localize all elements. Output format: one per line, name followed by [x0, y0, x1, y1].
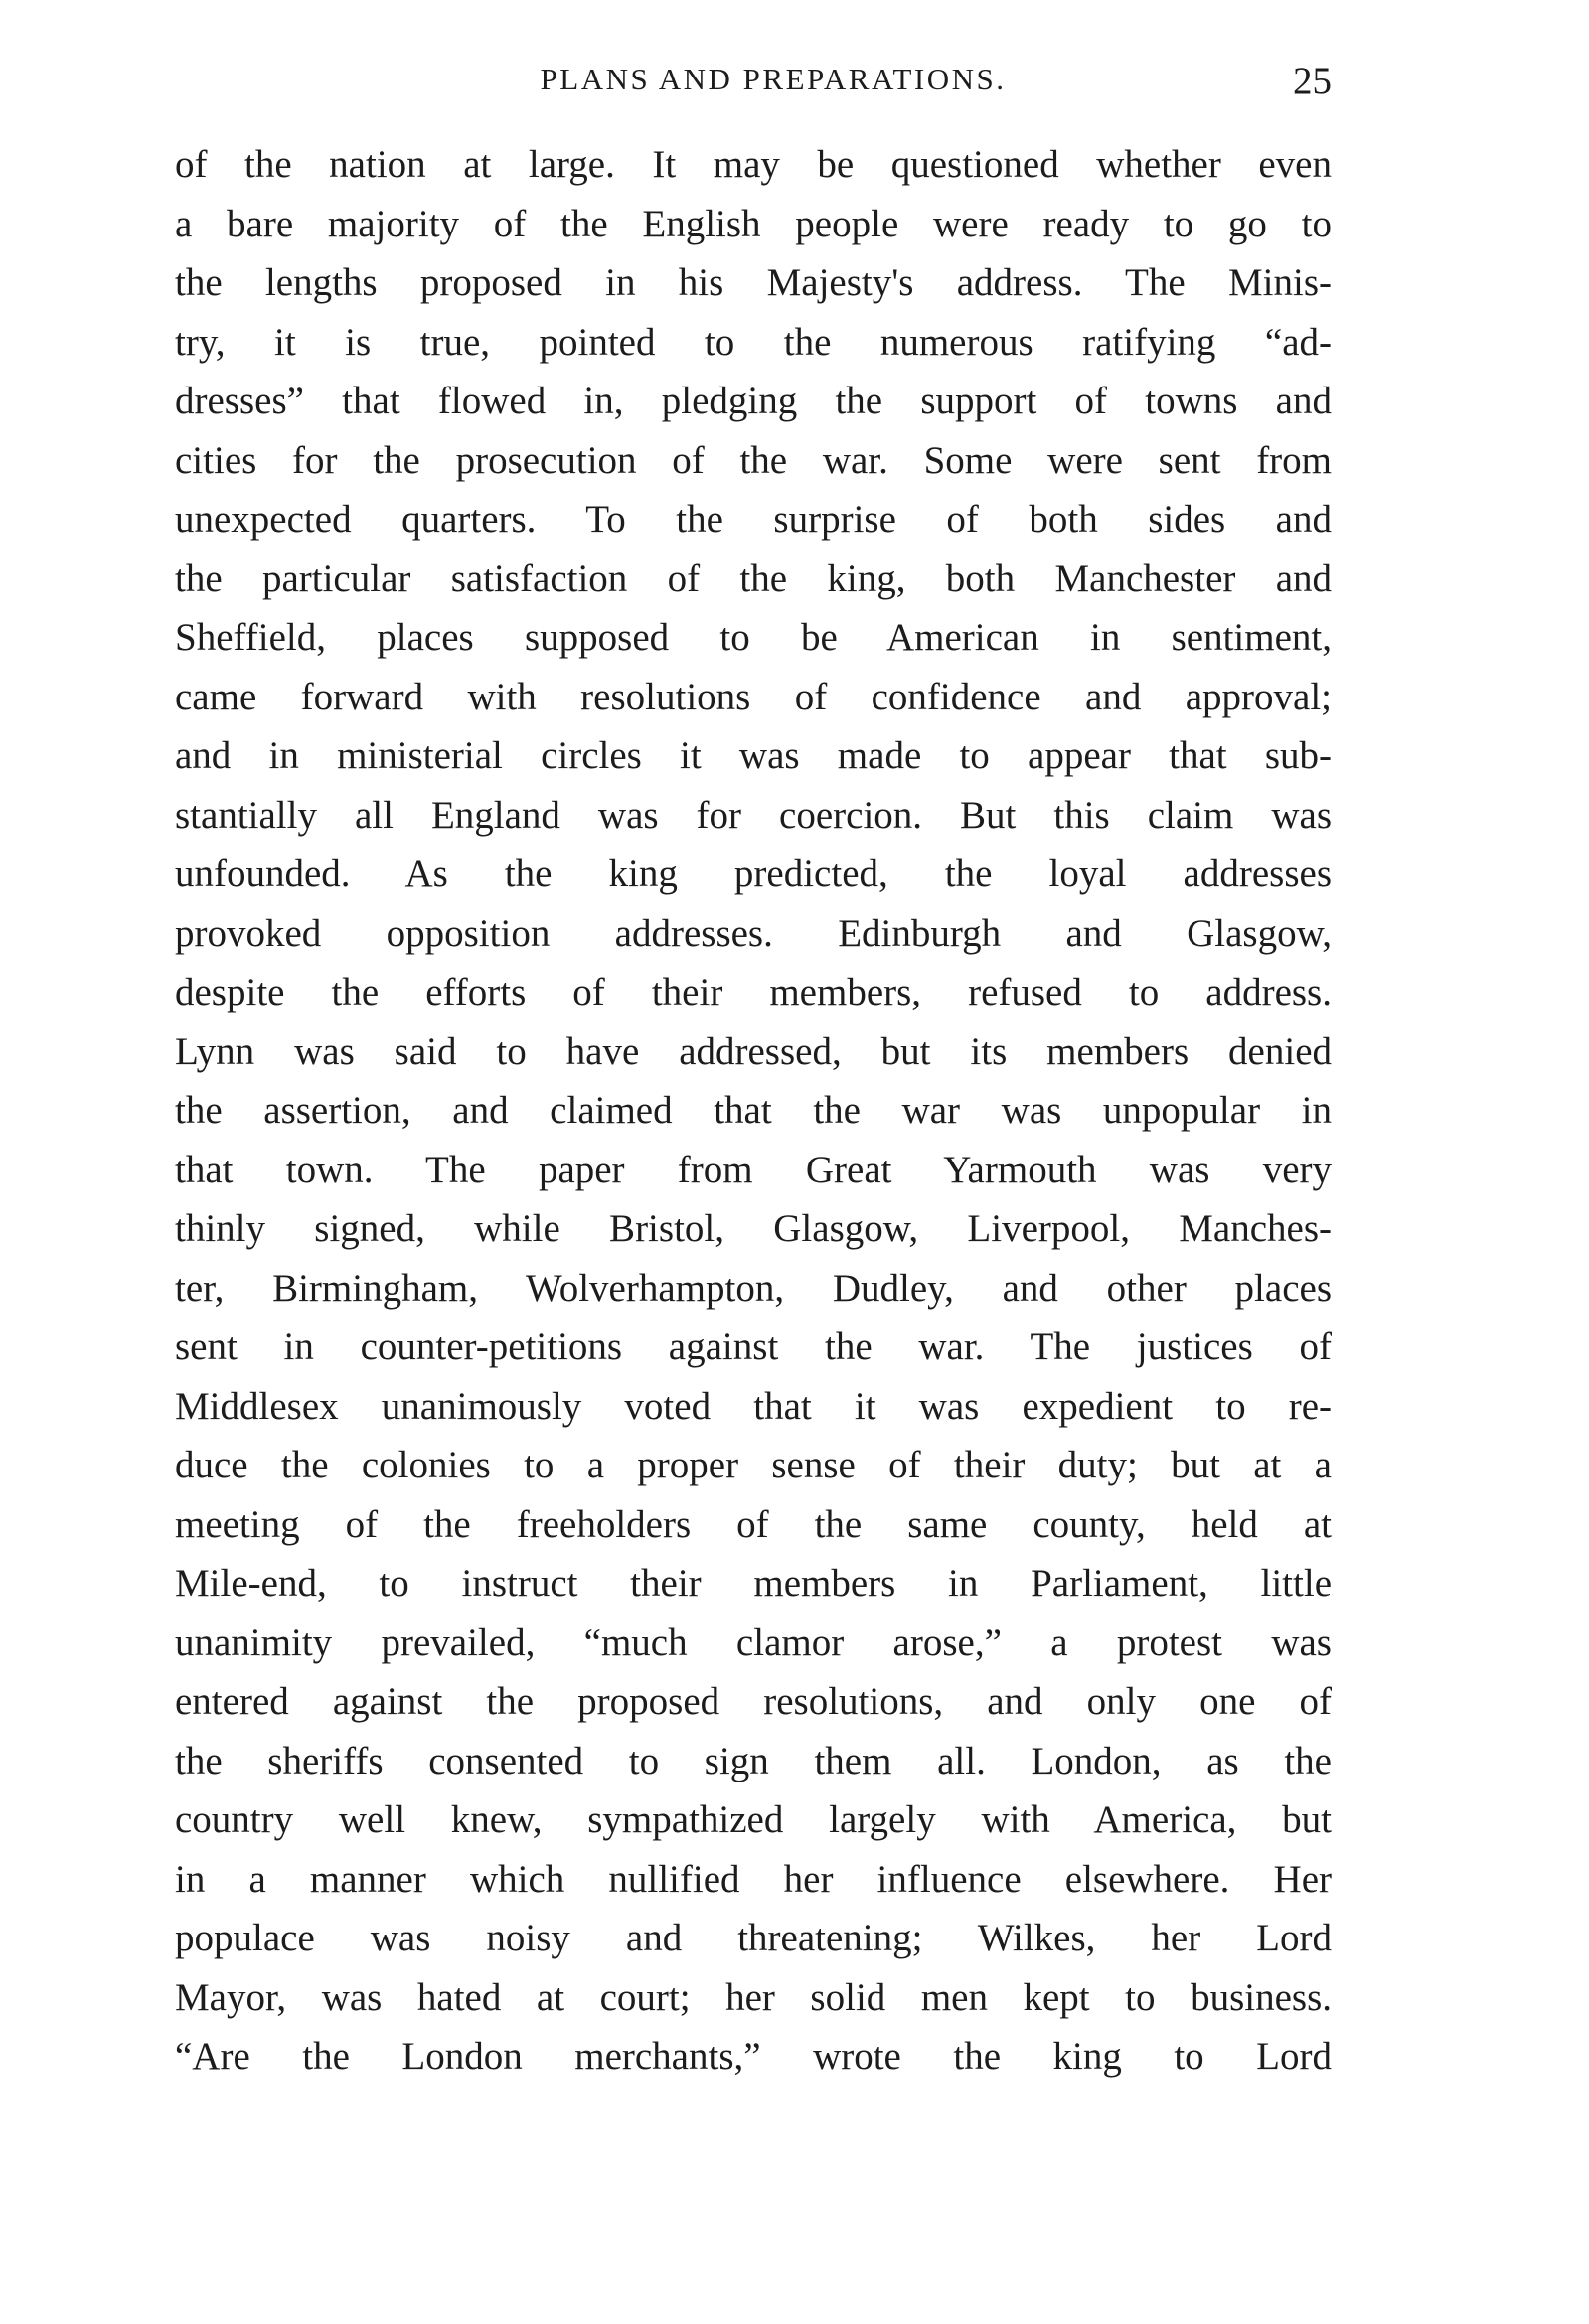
running-title: PLANS AND PREPARATIONS.	[540, 62, 1007, 96]
text-line: country well knew, sympathized largely with America, but	[175, 1798, 1332, 1841]
text-line: sent in counter-petitions against the war. The justices of	[175, 1325, 1332, 1368]
text-line: try, it is true, pointed to the numerous ratifying “ad-	[175, 320, 1332, 364]
text-line: in a manner which nullified her influence elsewhere. Her	[175, 1857, 1332, 1901]
text-line: entered against the proposed resolutions, and only one of	[175, 1680, 1332, 1723]
text-line: unfounded. As the king predicted, the loyal addresses	[175, 852, 1332, 895]
text-line: unanimity prevailed, “much clamor arose,” a protest was	[175, 1621, 1332, 1664]
text-line: ter, Birmingham, Wolverhampton, Dudley, and other places	[175, 1266, 1332, 1310]
text-line: of the nation at large. It may be questioned whether even	[175, 143, 1332, 186]
text-line: Middlesex unanimously voted that it was expedient to re-	[175, 1384, 1332, 1428]
text-line: duce the colonies to a proper sense of their duty; but at a	[175, 1444, 1332, 1486]
text-line: “Are the London merchants,” wrote the king to Lord	[175, 2035, 1332, 2078]
text-line: Lynn was said to have addressed, but its members denied	[175, 1029, 1332, 1073]
text-line: the sheriffs consented to sign them all. London, as the	[175, 1739, 1332, 1782]
page-number: 25	[1293, 60, 1332, 102]
text-line: the assertion, and claimed that the war was unpopular in	[175, 1089, 1332, 1132]
text-line: meeting of the freeholders of the same county, held at	[175, 1502, 1332, 1546]
text-line: stantially all England was for coercion. But this claim was	[175, 793, 1332, 837]
text-line: the particular satisfaction of the king, both Manchester and	[175, 556, 1332, 600]
text-line: thinly signed, while Bristol, Glasgow, Liverpool, Manches-	[175, 1207, 1332, 1250]
text-line: Mayor, was hated at court; her solid men kept to business.	[175, 1975, 1332, 2019]
text-line: unexpected quarters. To the surprise of both sides and	[175, 498, 1332, 541]
text-line: despite the efforts of their members, refused to address.	[175, 971, 1332, 1013]
text-line: that town. The paper from Great Yarmouth was very	[175, 1148, 1332, 1191]
text-line: provoked opposition addresses. Edinburgh and Glasgow,	[175, 911, 1332, 955]
text-line: Sheffield, places supposed to be American in sentiment,	[175, 616, 1332, 659]
text-line: and in ministerial circles it was made to appear that sub-	[175, 734, 1332, 777]
text-line: populace was noisy and threatening; Wilkes, her Lord	[175, 1917, 1332, 1959]
text-line: dresses” that flowed in, pledging the support of towns and	[175, 380, 1332, 422]
body-text	[175, 135, 1332, 2087]
text-line: cities for the prosecution of the war. Some were sent from	[175, 438, 1332, 482]
text-line: Mile-end, to instruct their members in Parliament, little	[175, 1562, 1332, 1605]
running-head	[175, 50, 1332, 109]
text-line: the lengths proposed in his Majesty's address. The Minis-	[175, 261, 1332, 304]
text-line: came forward with resolutions of confidence and approval;	[175, 675, 1332, 718]
text-line: a bare majority of the English people were ready to go to	[175, 202, 1332, 245]
